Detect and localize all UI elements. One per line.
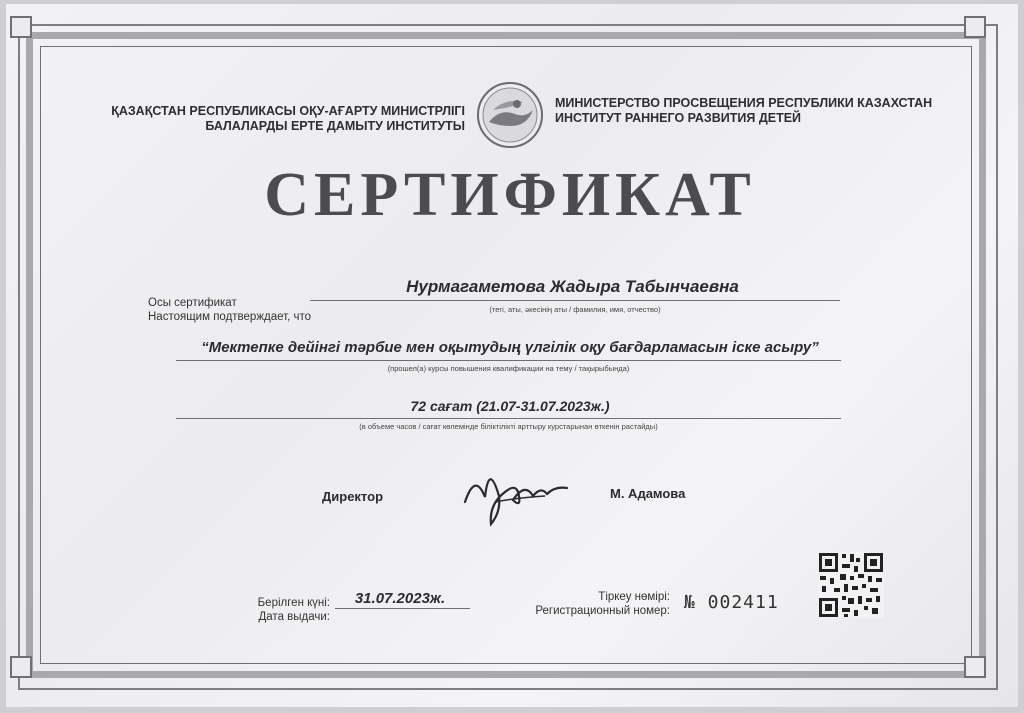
course-caption: (прошел(а) курсы повышения квалификации на тему / тақырыбында): [387, 364, 630, 373]
issue-date-label: [255, 596, 330, 624]
hours-underline: [176, 418, 841, 419]
issue-date-label-kz: Берілген күні:: [257, 597, 330, 609]
recipient-label-kz: Осы сертификат: [148, 297, 237, 309]
issue-date-label-ru: Дата выдачи:: [258, 611, 330, 623]
course-hours: 72 сағат (21.07-31.07.2023ж.): [410, 398, 610, 414]
director-signature: [455, 452, 575, 532]
issue-date-underline: [335, 608, 470, 609]
course-underline: [176, 360, 841, 361]
corner-ornament-bl: [10, 656, 32, 678]
issuer-kz: [70, 104, 465, 134]
director-label: Директор: [322, 489, 384, 504]
recipient-name: Нурмагаметова Жадыра Табынчаевна: [406, 277, 739, 296]
qr-code: [818, 552, 884, 618]
issuer-ru-line1: МИНИСТЕРСТВО ПРОСВЕЩЕНИЯ РЕСПУБЛИКИ КАЗАХСТАН: [555, 96, 933, 110]
recipient-caption: (тегі, аты, әкесінің аты / фамилия, имя, отчество): [489, 305, 661, 314]
registration-label-kz: Тіркеу нөмірі:: [598, 591, 670, 603]
corner-ornament-tl: [10, 16, 32, 38]
registration-number: № 002411: [684, 592, 779, 613]
certificate-title: СЕРТИФИКАТ: [264, 161, 756, 229]
institute-logo-icon: [475, 80, 545, 150]
registration-label-ru: Регистрационный номер:: [535, 605, 670, 617]
recipient-label-ru: Настоящим подтверждает, что: [148, 311, 312, 323]
hours-caption: (в объеме часов / сағат көлемінде біліктілікті арттыру курстарынан өткенін растайды): [359, 422, 658, 431]
director-name: М. Адамова: [610, 486, 686, 501]
corner-ornament-br: [964, 656, 986, 678]
issuer-kz-line2: БАЛАЛАРДЫ ЕРТЕ ДАМЫТУ ИНСТИТУТЫ: [205, 119, 465, 133]
recipient-underline: [310, 300, 840, 301]
registration-label: [520, 590, 670, 618]
recipient-label: [148, 296, 311, 324]
issuer-kz-line1: ҚАЗАҚСТАН РЕСПУБЛИКАСЫ ОҚУ-АҒАРТУ МИНИСТРЛІГІ: [111, 104, 465, 118]
issuer-ru: [555, 96, 955, 126]
issue-date: 31.07.2023ж.: [354, 590, 446, 607]
course-topic: “Мектепке дейінгі тәрбие мен оқытудың үлгілік оқу бағдарламасын іске асыру”: [201, 339, 819, 356]
issuer-ru-line2: ИНСТИТУТ РАННЕГО РАЗВИТИЯ ДЕТЕЙ: [555, 111, 802, 125]
corner-ornament-tr: [964, 16, 986, 38]
